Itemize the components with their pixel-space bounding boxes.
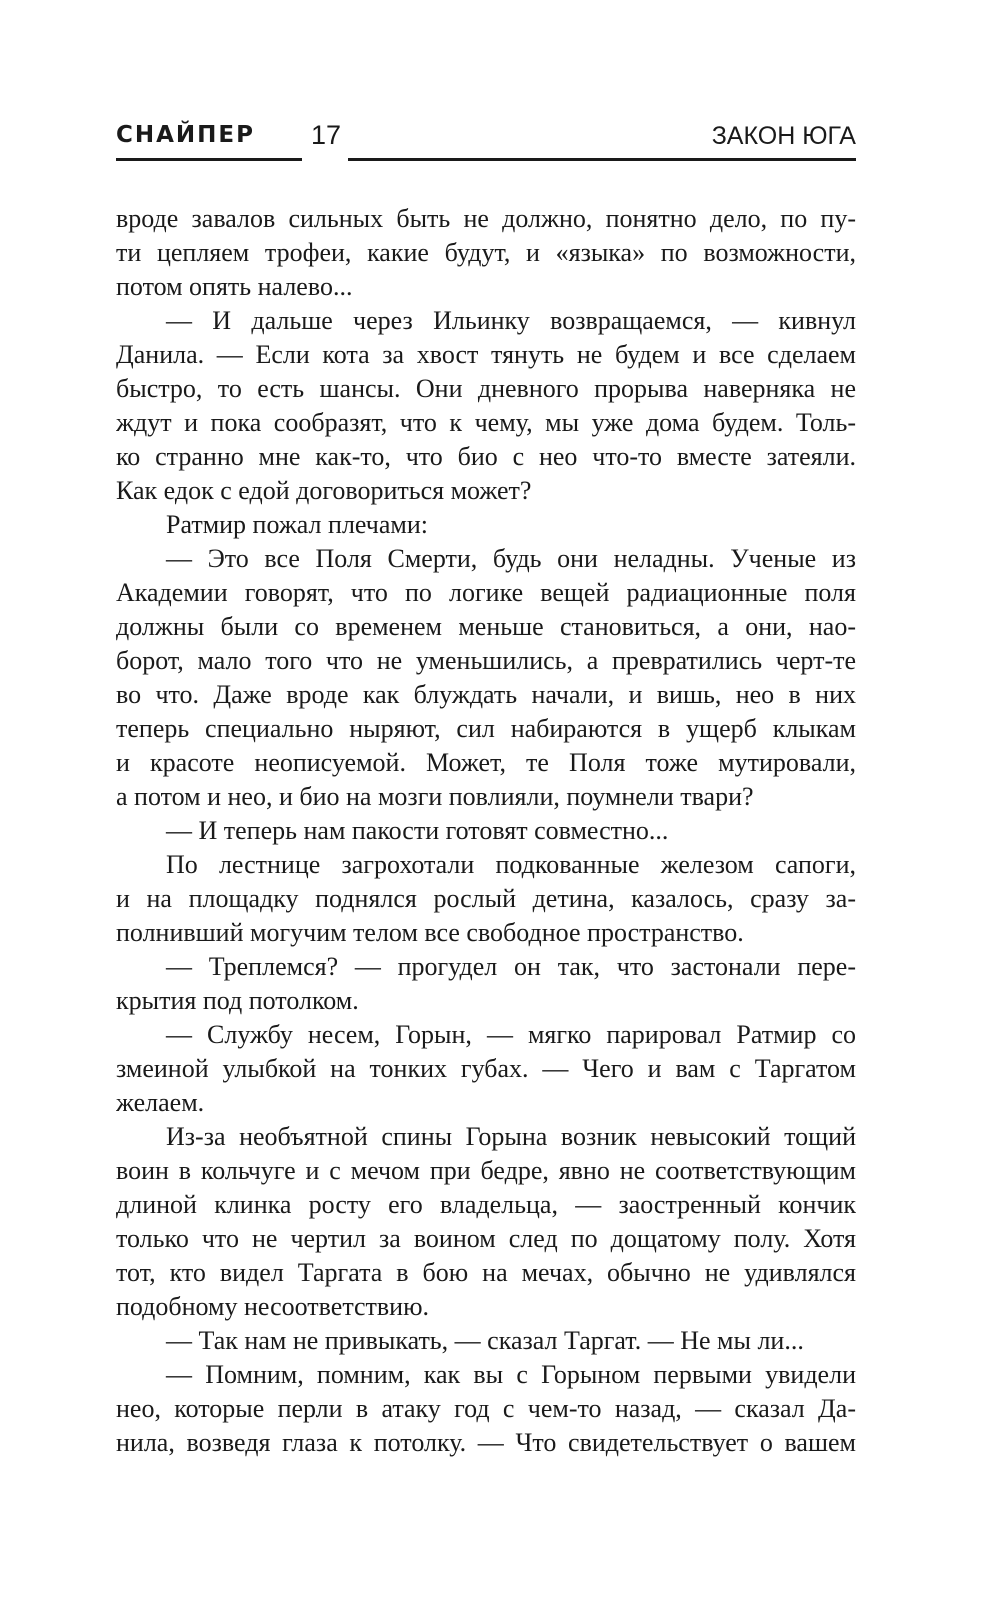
- text-line: ти цепляем трофеи, какие будут, и «языка» по возможности,: [116, 238, 856, 267]
- text-line: полнивший могучим телом все свободное пространство.: [116, 918, 744, 947]
- text-line: только что не чертил за воином след по дощатому полу. Хотя: [116, 1224, 856, 1253]
- body-text: [116, 202, 856, 1460]
- text-line: во что. Даже вроде как блуждать начали, и вишь, нео в них: [116, 680, 856, 709]
- header-rule-left: [116, 158, 302, 161]
- text-line: Ратмир пожал плечами:: [166, 510, 429, 539]
- text-line: борот, мало того что не уменьшились, а превратились черт-те: [116, 646, 856, 675]
- running-head: [116, 118, 856, 160]
- text-line: — Службу несем, Горын, — мягко парировал Ратмир со: [166, 1020, 856, 1049]
- text-line: теперь специально ныряют, сил набираются в ущерб клыкам: [116, 714, 856, 743]
- text-line: желаем.: [116, 1088, 205, 1117]
- text-line: быстро, то есть шансы. Они дневного прорыва наверняка не: [116, 374, 856, 403]
- header-rule-right: [348, 158, 856, 161]
- text-line: ко странно мне как-то, что био с нео что-то вместе затеяли.: [116, 442, 856, 471]
- text-line: По лестнице загрохотали подкованные железом сапоги,: [166, 850, 856, 879]
- text-line: длиной клинка росту его владельца, — заостренный кончик: [116, 1190, 856, 1219]
- text-line: воин в кольчуге и с мечом при бедре, явно не соответствующим: [116, 1156, 856, 1185]
- text-line: тот, кто видел Таргата в бою на мечах, обычно не удивлялся: [116, 1258, 856, 1287]
- page-number: 17: [311, 120, 342, 150]
- text-line: и красоте неописуемой. Может, те Поля тоже мутировали,: [116, 748, 856, 777]
- text-line: должны были со временем меньше становиться, а они, нао-: [116, 612, 856, 641]
- text-line: а потом и нео, и био на мозги повлияли, поумнели твари?: [116, 782, 754, 811]
- text-line: Академии говорят, что по логике вещей радиационные поля: [116, 578, 856, 607]
- text-line: — Треплемся? — прогудел он так, что застонали пере-: [166, 952, 856, 981]
- text-line: — Так нам не привыкать, — сказал Таргат. — Не мы ли...: [166, 1326, 804, 1355]
- text-line: Из-за необъятной спины Горына возник невысокий тощий: [166, 1122, 856, 1151]
- text-line: и на площадку поднялся рослый детина, казалось, сразу за-: [116, 884, 856, 913]
- text-line: крытия под потолком.: [116, 986, 359, 1015]
- series-title: СНАЙПЕР: [116, 122, 255, 148]
- text-line: нео, которые перли в атаку год с чем-то назад, — сказал Да-: [116, 1394, 856, 1423]
- text-line: ждут и пока сообразят, что к чему, мы уже дома будем. Толь-: [116, 408, 856, 437]
- text-line: — И дальше через Ильинку возвращаемся, — кивнул: [166, 306, 856, 335]
- text-line: змеиной улыбкой на тонких губах. — Чего и вам с Таргатом: [116, 1054, 856, 1083]
- text-line: — Помним, помним, как вы с Горыном первыми увидели: [166, 1360, 856, 1389]
- text-line: Как едок с едой договориться может?: [116, 476, 532, 505]
- text-line: нила, возведя глаза к потолку. — Что свидетельствует о вашем: [116, 1428, 856, 1457]
- text-line: — И теперь нам пакости готовят совместно...: [166, 816, 669, 845]
- book-title: ЗАКОН ЮГА: [711, 122, 856, 150]
- text-line: подобному несоответствию.: [116, 1292, 430, 1321]
- text-line: потом опять налево...: [116, 272, 353, 301]
- text-line: — Это все Поля Смерти, будь они неладны. Ученые из: [166, 544, 856, 573]
- text-line: Данила. — Если кота за хвост тянуть не будем и все сделаем: [116, 340, 856, 369]
- text-line: вроде завалов сильных быть не должно, понятно дело, по пу-: [116, 204, 856, 233]
